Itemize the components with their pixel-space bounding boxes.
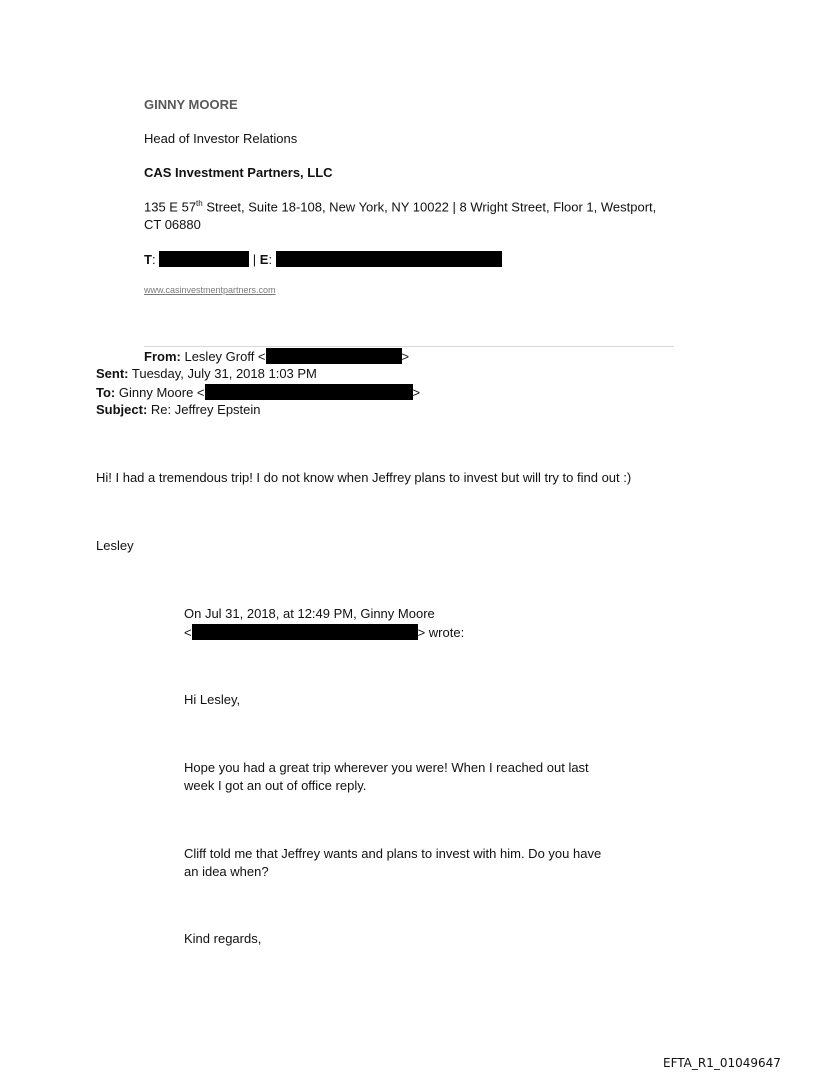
quoted-attribution-line2: < > wrote:	[184, 625, 465, 640]
redaction-quoted-email	[192, 624, 418, 640]
to-line: To: Ginny Moore < >	[96, 385, 421, 400]
website-link[interactable]: www.casinvestmentpartners.com	[144, 285, 276, 295]
quoted-greeting: Hi Lesley,	[184, 692, 241, 707]
sent-line	[96, 366, 317, 381]
from-name: Lesley Groff <	[184, 349, 266, 364]
from-label: From:	[144, 349, 181, 364]
subject-value: Re: Jeffrey Epstein	[150, 402, 261, 417]
address-part: Street, Suite 18-108, New York, NY 10022 | 8 Wright Street, Floor 1, Westport,	[202, 199, 657, 215]
quoted-attribution: On Jul 31, 2018, at 12:49 PM, Ginny Moore	[184, 606, 435, 621]
separator-line	[144, 346, 674, 347]
quoted-paragraph-1-line-1: Hope you had a great trip wherever you were! When I reached out last	[184, 760, 589, 775]
quoted-paragraph-2-line-2: an idea when?	[184, 864, 269, 879]
sent-label: Sent:	[96, 366, 129, 381]
quoted-paragraph-1-line-2: week I got an out of office reply.	[184, 778, 367, 793]
quoted-closing: Kind regards,	[184, 931, 262, 946]
signature-name: GINNY MOORE	[144, 97, 238, 112]
message-signoff: Lesley	[96, 538, 134, 553]
subject-line	[96, 402, 261, 417]
redaction-from-email	[266, 348, 402, 364]
signature-contact: T: | E:	[144, 251, 502, 267]
document-id: EFTA_R1_01049647	[663, 1056, 781, 1070]
from-line: From: Lesley Groff < >	[144, 349, 410, 364]
address-superscript: th	[196, 199, 203, 208]
signature-company: CAS Investment Partners, LLC	[144, 165, 333, 180]
quoted-paragraph-2-line-1: Cliff told me that Jeffrey wants and plans to invest with him. Do you have	[184, 846, 602, 861]
address-part: 135 E 57	[144, 199, 197, 215]
subject-label: Subject:	[96, 402, 148, 417]
message-text: Hi! I had a tremendous trip! I do not know when Jeffrey plans to invest but will try to find out :)	[96, 470, 632, 485]
email-label: E	[259, 252, 269, 267]
to-label: To:	[96, 385, 116, 400]
signature-address-line2: CT 06880	[144, 217, 201, 232]
to-name: Ginny Moore <	[118, 385, 205, 400]
phone-label: T	[144, 252, 152, 267]
redaction-email	[276, 251, 502, 267]
quoted-attribution-suffix: > wrote:	[417, 625, 465, 640]
redaction-to-email	[205, 384, 413, 400]
sent-value: Tuesday, July 31, 2018 1:03 PM	[131, 366, 317, 381]
signature-address	[144, 199, 656, 214]
signature-title: Head of Investor Relations	[144, 131, 298, 146]
redaction-phone	[159, 251, 249, 267]
